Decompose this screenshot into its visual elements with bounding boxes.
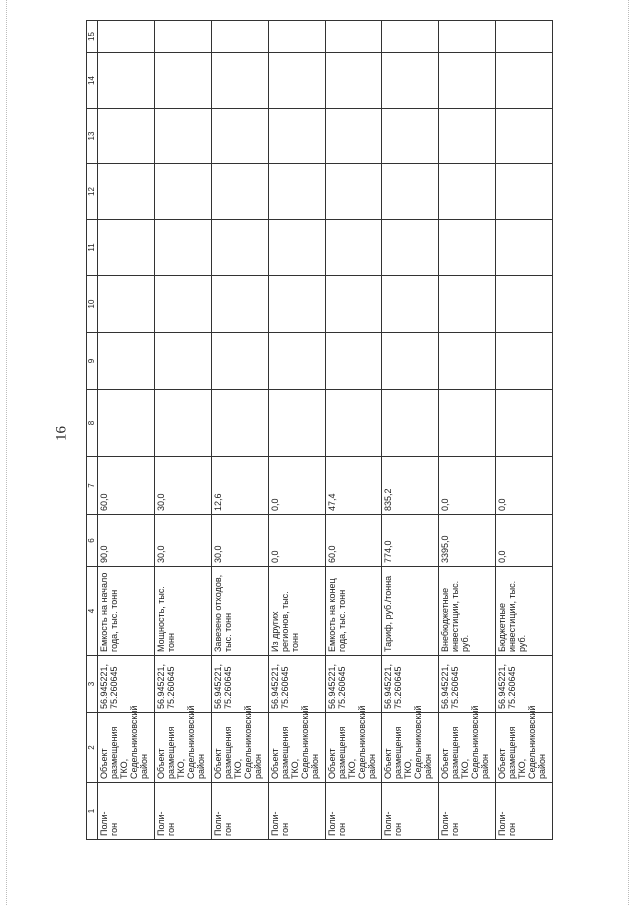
table-cell: Емкость на конец года, тыс. тонн: [325, 567, 382, 656]
table-cell: [154, 164, 211, 220]
table-cell: [98, 333, 155, 390]
table-cell: [154, 220, 211, 276]
table-cell: [154, 53, 211, 109]
table-cell: [325, 21, 382, 53]
table-cell: [439, 390, 496, 457]
table-cell: [325, 109, 382, 164]
table-cell: [325, 220, 382, 276]
table-cell: [496, 21, 553, 53]
table-cell: Внебюджетные инвестиции, тыс. руб.: [439, 567, 496, 656]
table-cell: [325, 164, 382, 220]
table-row: [154, 21, 211, 840]
column-header: 11: [87, 220, 98, 276]
table-cell: 90,0: [98, 515, 155, 567]
table-cell: [382, 164, 439, 220]
table-row: [211, 21, 268, 840]
table-cell: [211, 390, 268, 457]
table-cell: [98, 53, 155, 109]
table-cell: [154, 109, 211, 164]
column-header: 14: [87, 53, 98, 109]
column-header: 8: [87, 390, 98, 457]
table-cell: Объект размещения ТКО, Седельниковский район: [496, 713, 553, 783]
table-cell: [439, 333, 496, 390]
table-cell: Из других регионов, тыс. тонн: [268, 567, 325, 656]
table-cell: 56.945221, 75.260645: [382, 656, 439, 713]
table-cell: Поли- гон: [154, 783, 211, 840]
table-cell: 60,0: [98, 457, 155, 515]
table-cell: [496, 164, 553, 220]
table-cell: Объект размещения ТКО, Седельниковский район: [325, 713, 382, 783]
table-cell: 56.945221, 75.260645: [496, 656, 553, 713]
table-cell: 56.945221, 75.260645: [98, 656, 155, 713]
table-cell: [496, 53, 553, 109]
table-row: [382, 21, 439, 840]
table-cell: 774,0: [382, 515, 439, 567]
table-cell: [211, 164, 268, 220]
table-cell: Мощность, тыс. тонн: [154, 567, 211, 656]
table-cell: 56.945221, 75.260645: [439, 656, 496, 713]
column-header: 1: [87, 783, 98, 840]
table-cell: Поли- гон: [439, 783, 496, 840]
table-cell: Поли- гон: [98, 783, 155, 840]
table-cell: [268, 164, 325, 220]
table-row: [439, 21, 496, 840]
table-cell: [211, 333, 268, 390]
table-cell: [98, 276, 155, 333]
table-cell: 56.945221, 75.260645: [154, 656, 211, 713]
page-number: 16: [53, 426, 70, 441]
table-cell: [268, 276, 325, 333]
table-cell: 30,0: [154, 515, 211, 567]
table-cell: Поли- гон: [268, 783, 325, 840]
table-cell: 60,0: [325, 515, 382, 567]
scan-edge-right: [628, 0, 630, 905]
table-cell: [98, 220, 155, 276]
column-header: 13: [87, 109, 98, 164]
table-cell: Бюджетные инвестиции, тыс. руб.: [496, 567, 553, 656]
table-cell: 56.945221, 75.260645: [325, 656, 382, 713]
table-cell: 0,0: [268, 457, 325, 515]
table-cell: Объект размещения ТКО, Седельниковский район: [98, 713, 155, 783]
table-cell: Поли- гон: [211, 783, 268, 840]
header-row: [87, 21, 98, 840]
column-header: 12: [87, 164, 98, 220]
table-cell: Объект размещения ТКО, Седельниковский район: [382, 713, 439, 783]
column-header: 6: [87, 515, 98, 567]
column-header: 10: [87, 276, 98, 333]
table-cell: [98, 109, 155, 164]
table-cell: [439, 109, 496, 164]
table-cell: [211, 21, 268, 53]
table-cell: 47,4: [325, 457, 382, 515]
table-cell: 12,6: [211, 457, 268, 515]
table-cell: [382, 21, 439, 53]
table-cell: [439, 164, 496, 220]
table-cell: 0,0: [496, 515, 553, 567]
table-row: [98, 21, 155, 840]
table-cell: [268, 390, 325, 457]
table-cell: [439, 21, 496, 53]
table-cell: [382, 276, 439, 333]
table-cell: 0,0: [268, 515, 325, 567]
column-header: 7: [87, 457, 98, 515]
table-cell: [439, 220, 496, 276]
table-row: [496, 21, 553, 840]
column-header: 15: [87, 21, 98, 53]
table-cell: [382, 53, 439, 109]
table-cell: [439, 53, 496, 109]
table-cell: 30,0: [154, 457, 211, 515]
table-cell: [98, 21, 155, 53]
table-cell: Поли- гон: [325, 783, 382, 840]
table-cell: [325, 53, 382, 109]
table-cell: 30,0: [211, 515, 268, 567]
table-cell: [154, 390, 211, 457]
table-cell: [325, 333, 382, 390]
table-cell: [496, 109, 553, 164]
table-cell: [439, 276, 496, 333]
table-cell: Завезено отходов, тыс. тонн: [211, 567, 268, 656]
table-cell: 56.945221, 75.260645: [211, 656, 268, 713]
table-cell: [98, 390, 155, 457]
table-container: [86, 21, 553, 840]
table-cell: [496, 276, 553, 333]
table-cell: [268, 53, 325, 109]
table-cell: [268, 220, 325, 276]
table-cell: [382, 390, 439, 457]
table-cell: [211, 276, 268, 333]
table-cell: [154, 333, 211, 390]
table-cell: Поли- гон: [382, 783, 439, 840]
table-cell: 0,0: [496, 457, 553, 515]
table-cell: [98, 164, 155, 220]
table-cell: [382, 109, 439, 164]
table-cell: 56.945221, 75.260645: [268, 656, 325, 713]
table-cell: Объект размещения ТКО, Седельниковский район: [211, 713, 268, 783]
table-row: [268, 21, 325, 840]
table-cell: [496, 220, 553, 276]
table-cell: Объект размещения ТКО, Седельниковский район: [154, 713, 211, 783]
table-cell: 835,2: [382, 457, 439, 515]
column-header: 3: [87, 656, 98, 713]
table-cell: 3395,0: [439, 515, 496, 567]
table-cell: [211, 220, 268, 276]
table-cell: Объект размещения ТКО, Седельниковский район: [268, 713, 325, 783]
table-cell: [325, 276, 382, 333]
table-cell: [382, 333, 439, 390]
data-table: [86, 20, 553, 840]
table-cell: [268, 333, 325, 390]
table-cell: Емкость на начало года, тыс. тонн: [98, 567, 155, 656]
table-cell: [268, 21, 325, 53]
table-cell: [496, 390, 553, 457]
scan-edge-left: [6, 0, 8, 905]
table-cell: Тариф, руб./тонна: [382, 567, 439, 656]
table-cell: [496, 333, 553, 390]
column-header: 2: [87, 713, 98, 783]
table-cell: [325, 390, 382, 457]
table-cell: Объект размещения ТКО, Седельниковский район: [439, 713, 496, 783]
table-cell: [211, 109, 268, 164]
table-cell: [211, 53, 268, 109]
column-header: 9: [87, 333, 98, 390]
column-header: 4: [87, 567, 98, 656]
table-cell: [382, 220, 439, 276]
table-cell: [268, 109, 325, 164]
table-cell: [154, 21, 211, 53]
table-cell: [154, 276, 211, 333]
table-cell: Поли- гон: [496, 783, 553, 840]
table-row: [325, 21, 382, 840]
table-cell: 0,0: [439, 457, 496, 515]
